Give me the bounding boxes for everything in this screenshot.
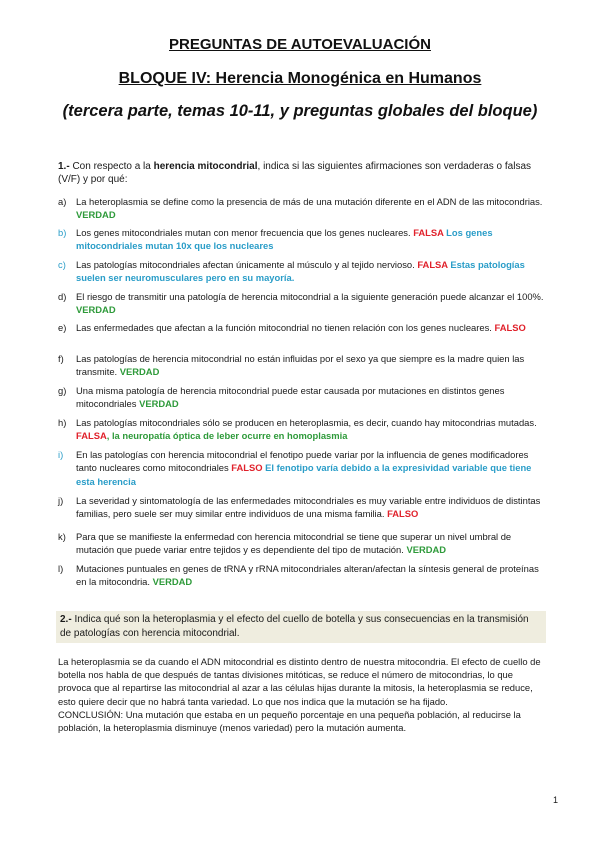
question-1-post: , indica si las siguientes afirmaciones son verdaderas o falsas (V/F) y por qué: [58,161,532,185]
list-item [58,530,546,557]
question-1-pre: Con respecto a la [69,161,154,172]
item-text: Mutaciones puntuales en genes de tRNA y rRNA mitocondriales alteran/afectan la síntesis general de proteínas en la mitocondria. [76,563,539,588]
item-note: Estas patologías suelen ser neuromusculares pero en su mayoría. [76,259,525,284]
item-letter: d) [58,291,67,302]
question-2-answer [58,655,548,734]
item-note: , la neuropatía óptica de leber ocurre en homoplasmia [106,430,348,442]
list-item [58,290,546,317]
item-verdict: VERDAD [139,398,179,410]
question-2-text: Indica qué son la heteroplasmia y el efecto del cuello de botella y sus consecuencias en la transmisión de patologías con herencia mitocondrial. [60,614,529,639]
list-item [58,416,546,443]
question-1-number: 1.- [58,161,70,172]
item-text: Las patologías de herencia mitocondrial no están influidas por el sexo ya que siempre es la madre quien las transmite. [76,353,525,378]
item-verdict: VERDAD [76,304,116,316]
item-text: Una misma patología de herencia mitocondrial puede estar causada por mutaciones en distintos genes mitocondriales [76,385,505,410]
list-item [58,494,546,521]
answer-paragraph: La heteroplasmia se da cuando el ADN mitocondrial es distinto dentro de nuestra mitocondria. El efecto de cuello de botella nos habla de que después de tantas divisiones mitóticas, se reduce el número de mitocondrias, lo que provoca que al repartirse las mitocondrial al azar a las células hijas durante la mitosis, la heteroplasmia se reduce, esto quiere decir que no habrá tanta variedad. Lo que nos indica que la mutación se ha fijado. [58,656,541,707]
list-item [58,448,546,488]
item-letter: j) [58,495,64,506]
item-text: En las patologías con herencia mitocondrial el fenotipo puede variar por la influencia de genes modificadores tanto nucleares como mitocondriales [76,449,529,474]
item-note: El fenotipo varía debido a la expresividad variable que tiene esta herencia [76,462,532,487]
item-verdict: FALSA [417,259,448,270]
item-letter: f) [58,353,64,364]
item-text: Para que se manifieste la enfermedad con herencia mitocondrial se tiene que superar un nivel umbral de mutación que puede variar entre tejidos y es dependiente del tipo de mutación. [76,531,512,556]
list-item [58,384,546,411]
item-letter: c) [58,259,66,270]
item-verdict: FALSA [76,430,107,442]
item-letter: e) [58,322,67,333]
question-1-bold: herencia mitocondrial [153,161,258,172]
item-verdict: VERDAD [406,544,447,556]
item-verdict: VERDAD [152,576,193,588]
item-verdict: FALSO [387,508,419,520]
item-letter: g) [58,385,67,396]
item-text: La severidad y sintomatología de las enfermedades mitocondriales es muy variable entre individuos de distintas familias, pero suele ser muy similar entre individuos de una misma familia. [76,495,541,520]
item-text: Los genes mitocondriales mutan con menor frecuencia que los genes nucleares. [76,227,414,238]
list-item [58,321,546,334]
item-text: El riesgo de transmitir una patología de herencia mitocondrial a la siguiente generación puede alcanzar el 100%. [76,291,544,302]
block-subtitle: (tercera parte, temas 10-11, y preguntas globales del bloque) [62,102,538,120]
item-letter: l) [58,563,64,574]
item-verdict: VERDAD [76,209,116,221]
item-text: Las patologías mitocondriales afectan únicamente al músculo y al tejido nervioso. [76,259,418,270]
item-verdict: FALSA [413,227,444,238]
item-text: Las enfermedades que afectan a la función mitocondrial no tienen relación con los genes nucleares. [76,322,495,333]
item-verdict: FALSO [494,322,526,333]
item-verdict: FALSO [231,462,263,474]
list-item [58,562,546,589]
list-item [58,352,546,379]
list-item [58,258,546,285]
page-number: 1 [553,795,559,805]
question-1 [58,160,544,186]
item-text: La heteroplasmia se define como la presencia de más de una mutación diferente en el ADN de las mitocondrias. [76,196,543,207]
item-letter: b) [58,227,67,238]
answer-conclusion: CONCLUSIÓN: Una mutación que estaba en un pequeño porcentaje en una pequeña población, al reducirse la población, la heteroplasmia disminuye (menos variedad) pero la mutación aumenta. [58,708,521,734]
item-verdict: VERDAD [119,366,160,378]
item-letter: a) [58,196,67,207]
item-letter: i) [58,449,64,460]
question-2-number: 2.- [60,614,72,625]
question-2 [56,611,546,643]
list-item [58,226,546,253]
page-title: PREGUNTAS DE AUTOEVALUACIÓN [169,36,431,53]
item-text: Las patologías mitocondriales sólo se producen en heteroplasmia, es decir, cuando hay mitocondrias mutadas. [76,417,537,428]
item-letter: h) [58,417,67,428]
item-letter: k) [58,531,66,542]
list-item [58,195,546,222]
block-title: BLOQUE IV: Herencia Monogénica en Humanos [118,70,482,87]
item-note: Los genes mitocondriales mutan 10x que los nucleares [76,227,493,252]
